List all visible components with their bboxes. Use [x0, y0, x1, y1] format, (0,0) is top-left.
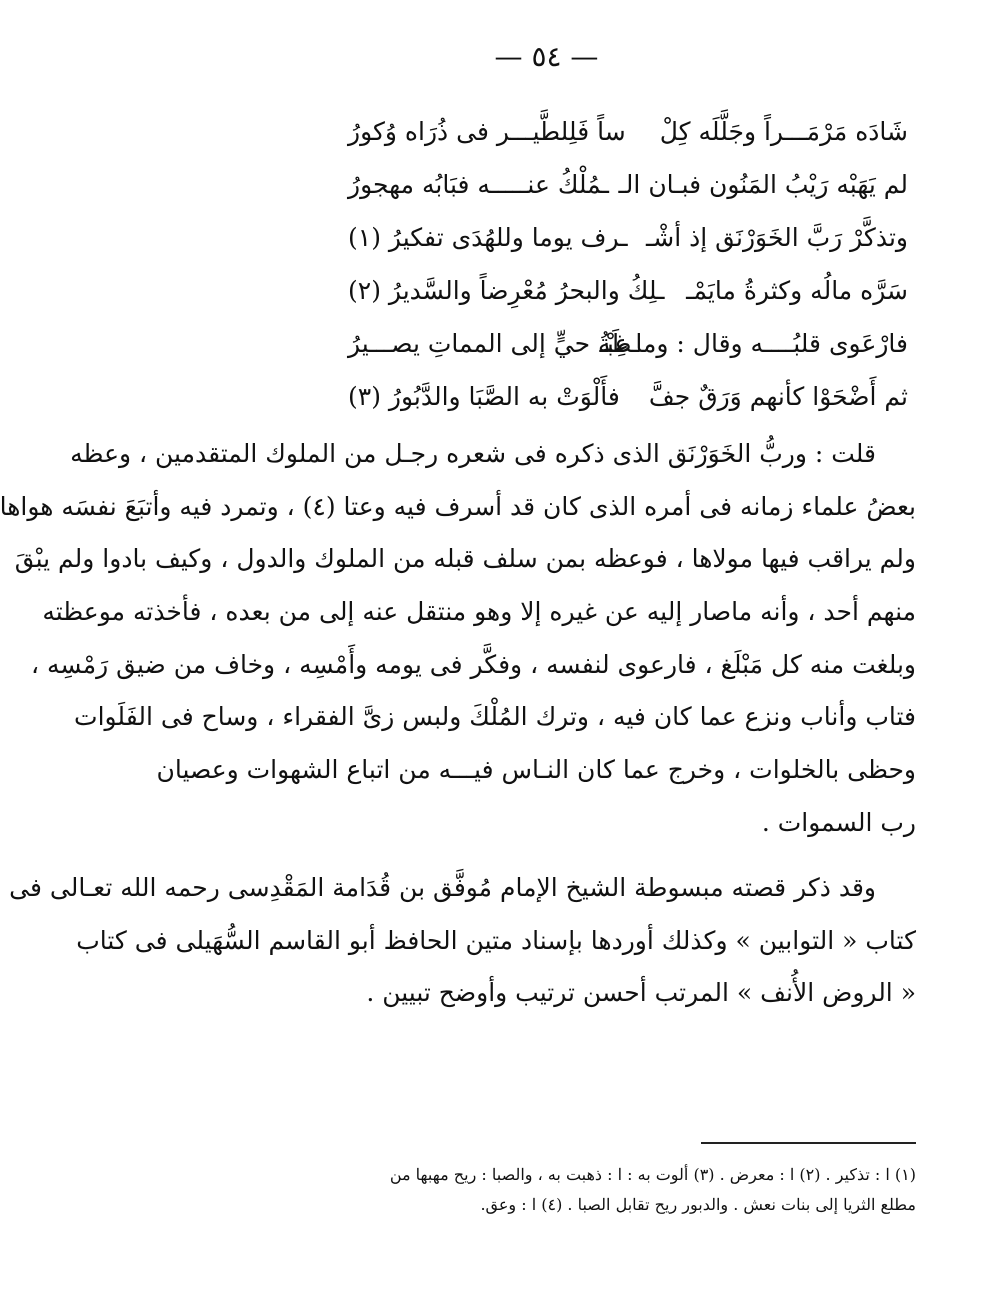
footnotes	[176, 1160, 916, 1220]
text-line: وحظى بالخلوات ، وخرج عما كان النـاس فيـــه من اتباع الشهوات وعصيان	[156, 755, 916, 785]
paragraph-commentary	[0, 428, 916, 850]
verse-line	[348, 214, 908, 262]
footnote-line: (١) ا : تذكير . (٢) ا : معرض . (٣) ألوت به : ا : ذهبت به ، والصبا : ريح مهبها من	[389, 1165, 916, 1184]
text-line: قلت : وربُّ الخَوَرْنَق الذى ذكره فى شعره رجـل من الملوك المتقدمين ، وعظه	[70, 439, 876, 468]
verse-line	[348, 267, 908, 315]
verse-first-hemistich: ثم أَضْحَوْا كأنهم وَرَقٌ جفَّ	[648, 382, 908, 411]
verse-second-hemistich: ـطَةُ حيٍّ إلى المماتِ يصـــيرُ	[348, 329, 640, 358]
text-line: وقد ذكر قصته مبسوطة الشيخ الإمام مُوفَّق بن قُدَامة المَقْدِسى رحمه الله تعـالى فى	[9, 873, 876, 902]
verse-second-hemistich: ساً فَلِلطَّيـــر فى ذُرَاه وُكورُ	[348, 117, 626, 146]
footnote-divider	[701, 1142, 916, 1144]
text-line: كتاب « التوابين » وكذلك أوردها بإسناد متين الحافظ أبو القاسم السُّهَيلى فى كتاب	[76, 925, 916, 955]
verse-first-hemistich: لم يَهَبْه رَيْبُ المَنُون فبـان الـ	[618, 170, 908, 199]
text-line: « الروض الأُنف » المرتب أحسن ترتيب وأوضح تبيين .	[366, 978, 916, 1008]
verse-line	[348, 320, 908, 368]
verse-line	[348, 373, 908, 421]
verse-first-hemistich: فارْعَوى قلبُــــه وقال : وما غِبْـ	[599, 329, 908, 358]
text-line: فتاب وأناب ونزع عما كان فيه ، وترك المُلْكَ ولبس زىَّ الفقراء ، وساح فى الفَلَوات	[74, 702, 916, 732]
text-line: بعضُ علماء زمانه فى أمره الذى كان قد أسرف فيه وعتا (٤) ، وتمرد فيه وأتبَعَ نفسَه هواها	[0, 491, 916, 521]
verse-line	[348, 161, 908, 209]
text-line: ولم يراقب فيها مولاها ، فوعظه بمن سلف قبله من الملوك والدول ، وكيف بادوا ولم يبْقَ	[14, 544, 916, 574]
footnote-line: مطلع الثريا إلى بنات نعش . والدبور ريح تقابل الصبا . (٤) ا : وعق.	[480, 1195, 916, 1214]
verse-first-hemistich: شَادَه مَرْمَـــراً وجَلَّلَه كِلْ	[659, 117, 908, 146]
page-number: — ٥٤ —	[494, 40, 599, 73]
verse-line	[348, 108, 908, 156]
verse-second-hemistich: ـرف يوما وللهُدَى تفكيرُ (١)	[348, 223, 628, 252]
text-line: منهم أحد ، وأنه ماصار إليه عن غيره إلا وهو منتقل عنه إلى من بعده ، فأخذته موعظته	[42, 597, 916, 627]
verse-second-hemistich: فأَلْوَتْ به الصَّبَا والدَّبُورُ (٣)	[348, 382, 620, 411]
verse-second-hemistich: ـمُلْكُ عنـــــه فبَابُه مهجورُ	[348, 170, 609, 199]
verse-first-hemistich: سَرَّه مالُه وكثرةُ مايَمْـ	[686, 276, 908, 305]
text-line: وبلغت منه كل مَبْلَغ ، فارعوى لنفسه ، وفكَّر فى يومه وأَمْسِه ، وخاف من ضيق رَمْسِه ،	[31, 649, 916, 679]
text-line: رب السموات .	[761, 807, 916, 837]
paragraph-sources	[9, 862, 916, 1020]
verse-second-hemistich: ـلِكُ والبحرُ مُعْرِضاً والسَّديرُ (٢)	[348, 276, 665, 305]
verse-first-hemistich: وتذكَّرْ رَبَّ الخَوَرْنَق إذ أشْـ	[645, 223, 908, 252]
